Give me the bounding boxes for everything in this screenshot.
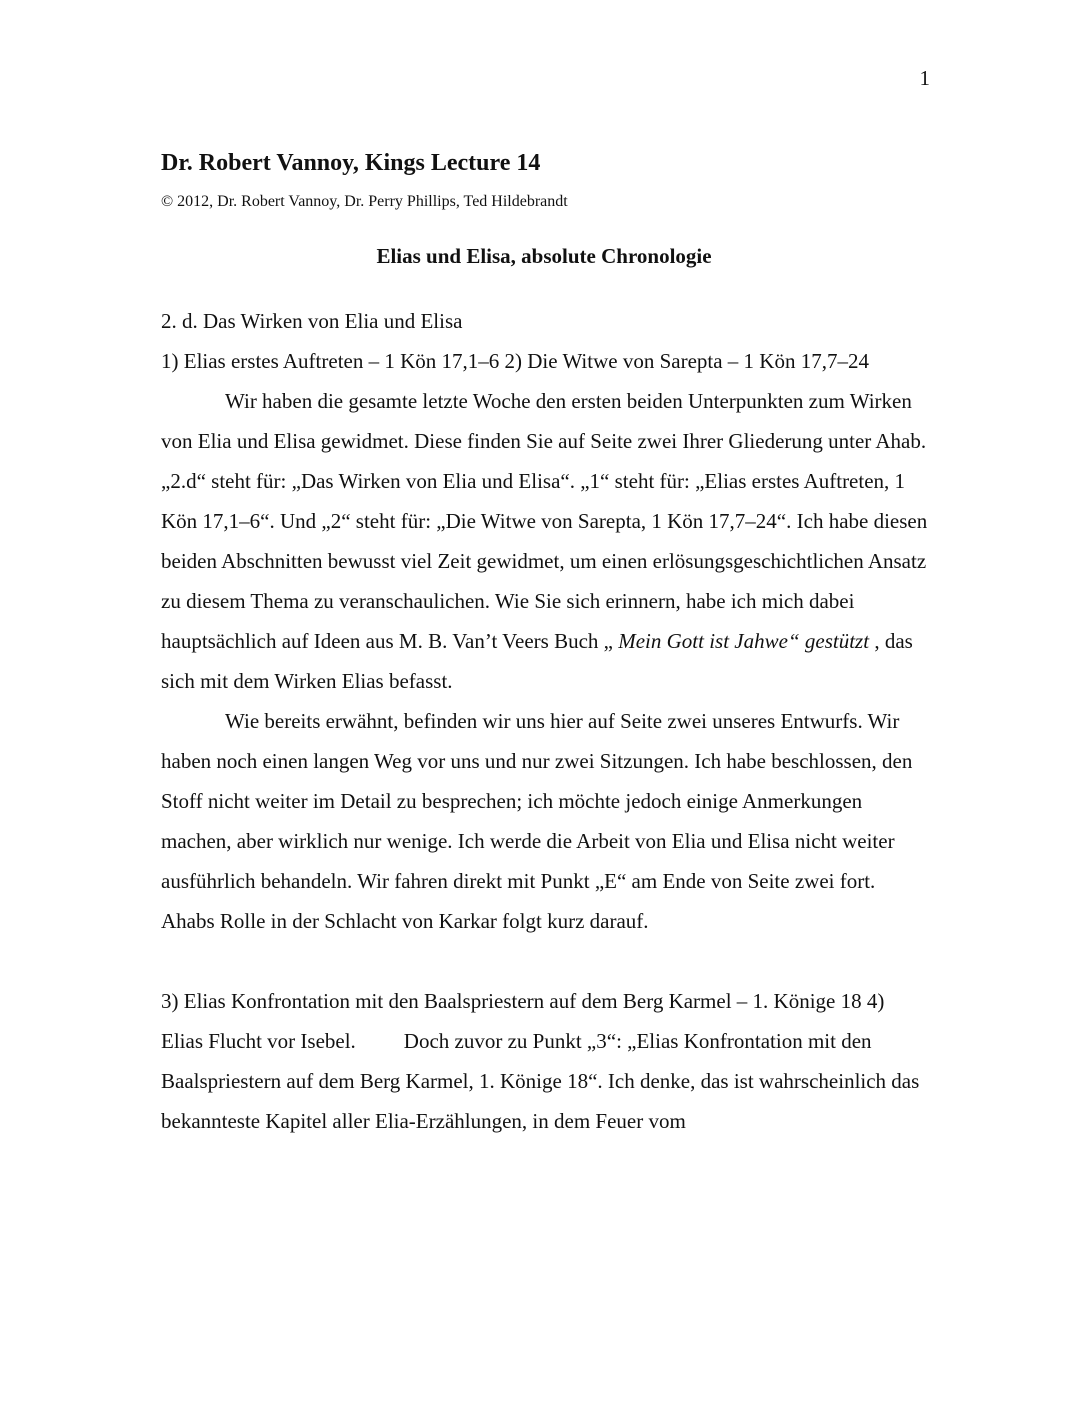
- copyright-line: © 2012, Dr. Robert Vannoy, Dr. Perry Phillips, Ted Hildebrandt: [161, 193, 568, 210]
- outline-points: 1) Elias erstes Auftreten – 1 Kön 17,1–6 2) Die Witwe von Sarepta – 1 Kön 17,7–24: [161, 349, 869, 373]
- page-number: 1: [919, 66, 930, 90]
- lecture-subtitle: Elias und Elisa, absolute Chronologie: [376, 244, 712, 268]
- section-heading: 2. d. Das Wirken von Elia und Elisa: [161, 309, 463, 333]
- paragraph-text: Doch zuvor zu Punkt „3“: „Elias Konfrontation mit den Baalspriestern auf dem Berg Karmel, 1. Könige 18“. Ich denke, das ist wahrscheinlich das bekannteste Kapitel aller Elia-Erzählungen, in dem Feuer vom: [161, 1029, 920, 1133]
- document-title: Dr. Robert Vannoy, Kings Lecture 14: [161, 150, 541, 176]
- document-body: [161, 301, 929, 1141]
- paragraph: [161, 981, 929, 1141]
- paragraph-text: Wir haben die gesamte letzte Woche den ersten beiden Unterpunkten zum Wirken von Elia und Elisa gewidmet. Diese finden Sie auf Seite zwei Ihrer Gliederung unter Ahab. „2.d“ steht für: „Das Wirken von Elia und Elisa“. „1“ steht für: „Elias erstes Auftreten, 1 Kön 17,1–6“. Und „2“ steht für: „Die Witwe von Sarepta, 1 Kön 17,7–24“. Ich habe diesen beiden Abschnitten bewusst viel Zeit gewidmet, um einen erlösungsgeschichtlichen Ansatz zu diesem Thema zu veranschaulichen. Wie Sie sich erinnern, habe ich mich dabei hauptsächlich auf Ideen aus M. B. Van’t Veers Buch „: [161, 389, 928, 653]
- paragraph-text: , das sich mit dem Wirken Elias befasst.: [161, 629, 913, 693]
- outline-points: 3) Elias Konfrontation mit den Baalspriestern auf dem Berg Karmel – 1. Könige 18 4) Elias Flucht vor Isebel.: [161, 989, 885, 1053]
- paragraph: [161, 381, 929, 701]
- book-title: Mein Gott ist Jahwe“ gestützt: [618, 629, 870, 653]
- paragraph: Wie bereits erwähnt, befinden wir uns hier auf Seite zwei unseres Entwurfs. Wir haben noch einen langen Weg vor uns und nur zwei Sitzungen. Ich habe beschlossen, den Stoff nicht weiter im Detail zu besprechen; ich möchte jedoch einige Anmerkungen machen, aber wirklich nur wenige. Ich werde die Arbeit von Elia und Elisa nicht weiter ausführlich behandeln. Wir fahren direkt mit Punkt „E“ am Ende von Seite zwei fort. Ahabs Rolle in der Schlacht von Karkar folgt kurz darauf.: [161, 709, 913, 933]
